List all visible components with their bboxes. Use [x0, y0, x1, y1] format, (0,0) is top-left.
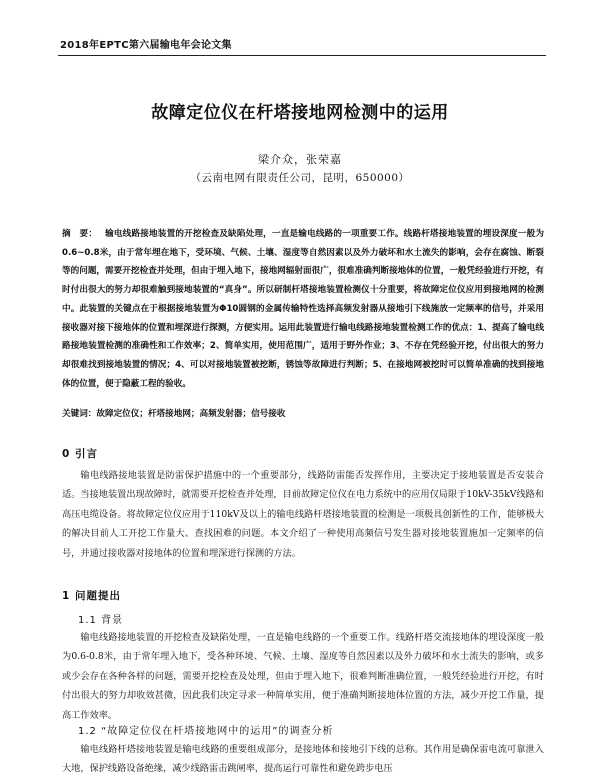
intro-paragraph: 输电线路接地装置是防雷保护措施中的一个重要部分，线路防雷能否发挥作用，主要决定于接地装置是否安装合适。当接地装置出现故障时，就需要开挖检查并处理，目前故障定位仪在电力系统中的应用仅局限于10kV-35kV线路和高压电缆设备。将故障定位仪应用于110kV及以上的输电线路杆塔接地装置的检测是一项极具创新性的工作，能够极大的解决目前人工开挖工作量大、查找困难的问题。本文介绍了一种使用高频信号发生器对接地装置施加一定频率的信号，并通过接收器对接地体的位置和埋深进行探测的方法。	[62, 470, 544, 559]
paper-title: 故障定位仪在杆塔接地网检测中的运用	[151, 103, 449, 123]
abstract	[62, 225, 544, 393]
header-rule	[58, 55, 546, 56]
keywords: 关键词：故障定位仪；杆塔接地网；高频发射器；信号接收	[62, 409, 286, 419]
background-paragraph: 输电线路接地装置的开挖检查及缺陷处理，一直是输电线路的一个重要工作。线路杆塔交流接地体的埋设深度一般为0.6-0.8米，由于常年埋入地下，受各种环境、气候、土壤、湿度等自然因素以及外力破坏和水土流失的影响，或多或少会存在各种各样的问题，需要开挖检查及处理，但由于埋入地下，很难判断准确位置，一般凭经验进行开挖，有时付出很大的努力却收效甚微，因此我们决定寻求一种简单实用，便于准确判断接地体位置的方法，减少开挖工作量，提高工作效率。	[62, 632, 544, 721]
abstract-label: 摘 要：	[62, 229, 98, 239]
abstract-text: 输电线路接地装置的开挖检查及缺陷处理，一直是输电线路的一项重要工作。线路杆塔接地装置的埋设深度一般为0.6~0.8米，由于常年埋在地下，受环境、气候、土壤、湿度等自然因素以及外力破坏和水土流失的影响，会存在腐蚀、断裂等的问题，需要开挖检查并处理，但由于埋入地下，接地网辐射面很广，很难准确判断接地体的位置，一般凭经验进行开挖，有时付出很大的努力却很难触到接地装置的“真身”。所以研制杆塔接地装置检测仪十分重要，将故障定位仪应用到接地网的检测中。此装置的关键点在于根据接地装置为Φ10圆钢的金属传输特性选择高频发射器从接地引下线施放一定频率的信号，并采用接收器对接下接地体的位置和埋深进行探测，方便实用。运用此装置进行输电线路接地装置检测工作的优点：1、提高了输电线路接地装置检测的准确性和工作效率；2、简单实用，使用范围广，适用于野外作业；3、不存在凭经验开挖，付出很大的努力却很难找到接地装置的情况；4、可以对接地装置被挖断，锈蚀等故障进行判断；5、在接地网被挖时可以简单准确的找到接地体的位置，便于隐蔽工程的验收。	[62, 229, 544, 389]
survey-paragraph: 输电线路杆塔接地装置是输电线路的重要组成部分，是接地体和接地引下线的总称。其作用是确保雷电流可靠泄入大地，保护线路设备绝缘，减少线路雷击跳闸率，提高运行可靠性和避免跨步电压	[62, 744, 544, 775]
subsection-heading-survey: 1.2 “故障定位仪在杆塔接地网中的运用”的调查分析	[78, 726, 334, 737]
subsection-heading-background: 1.1 背景	[78, 615, 124, 626]
affiliation: （云南电网有限责任公司，昆明，650000）	[190, 172, 410, 184]
section-heading-problem: 1 问题提出	[62, 590, 121, 602]
section-heading-intro: 0 引言	[62, 448, 98, 460]
authors: 梁介众，张荣嘉	[258, 153, 342, 166]
running-head: 2018年EPTC第六届输电年会论文集	[60, 40, 232, 51]
